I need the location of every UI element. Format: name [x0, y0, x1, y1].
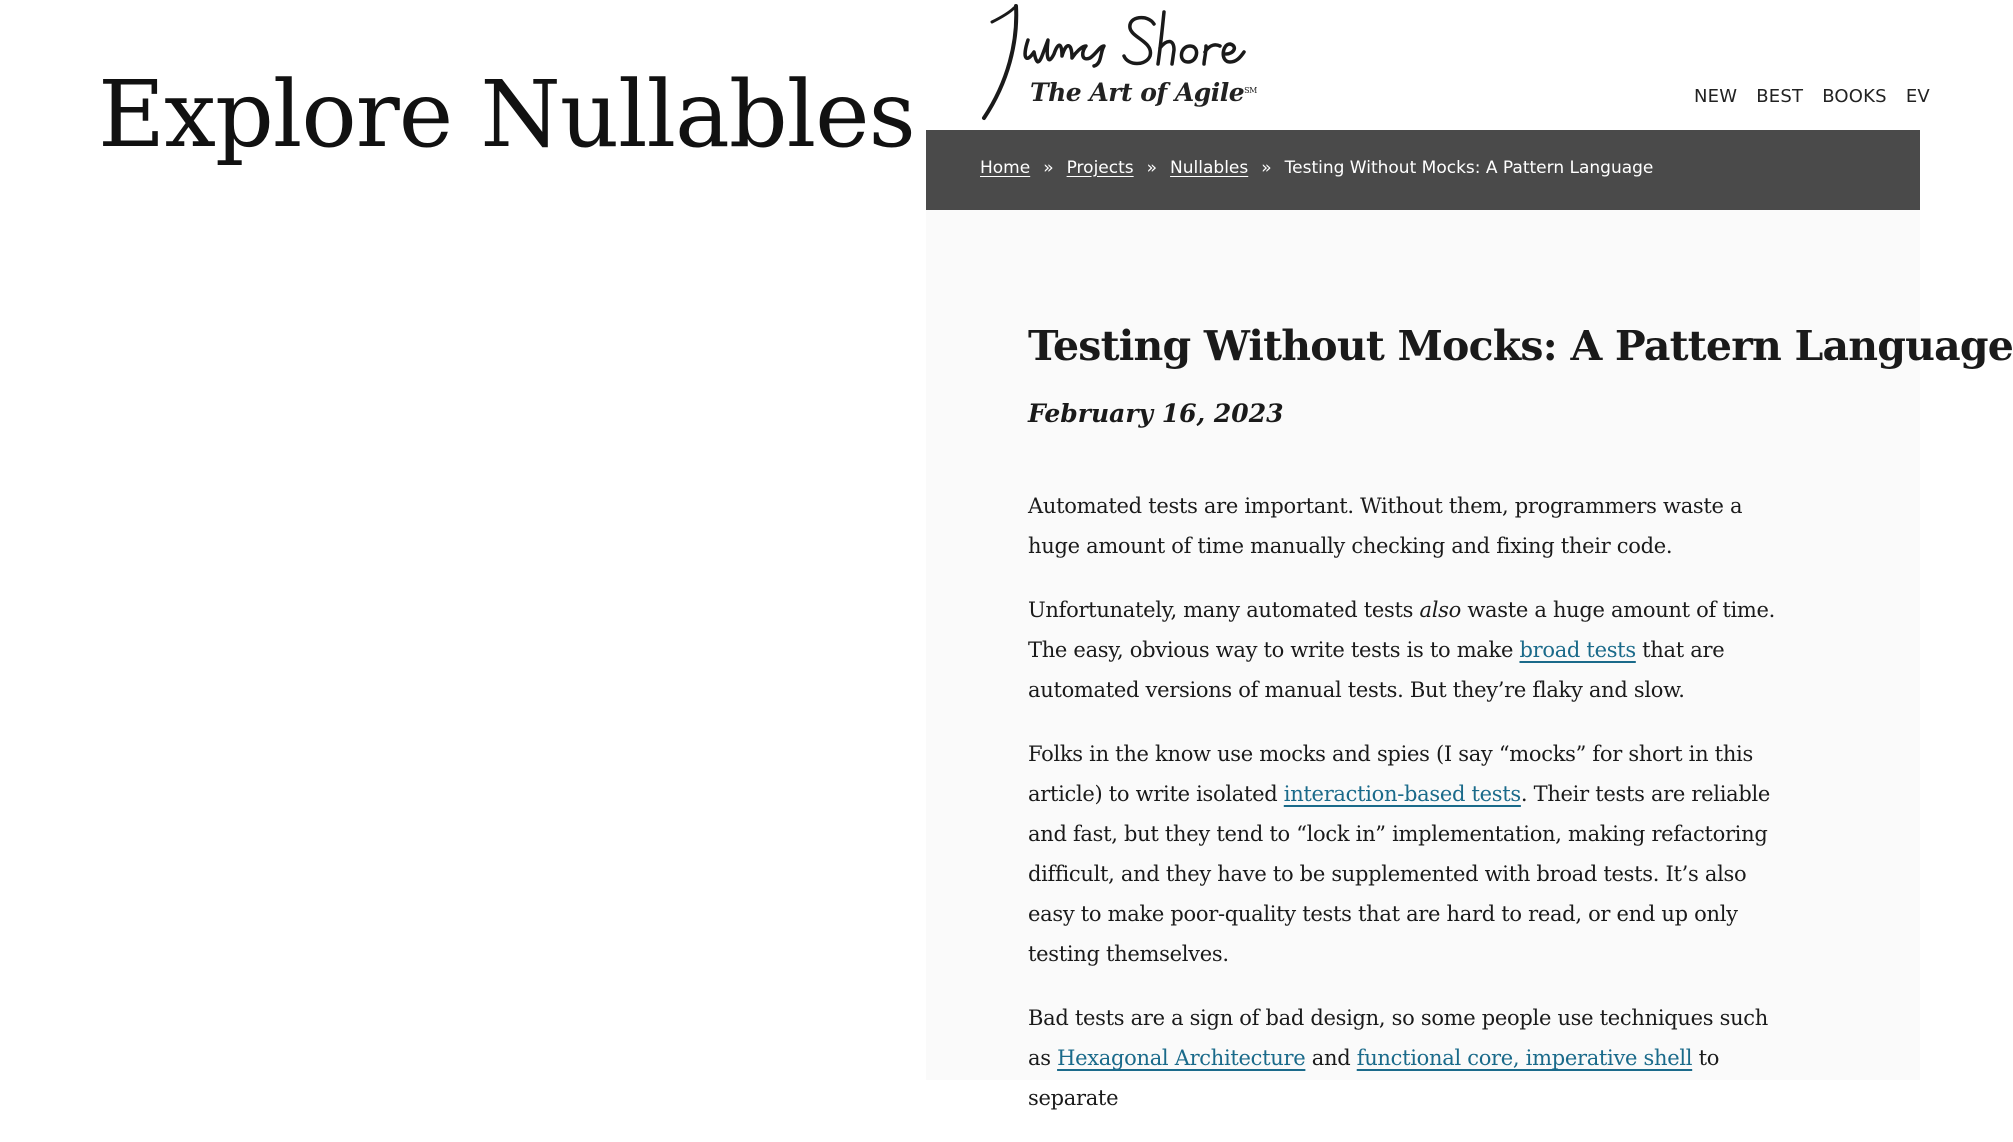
functional-core-link[interactable]: functional core, imperative shell: [1356, 1046, 1693, 1071]
nav-item-events[interactable]: EV: [1905, 86, 1930, 107]
breadcrumb: [980, 158, 1653, 178]
top-nav: [1694, 86, 1949, 107]
paragraph-text: . Their tests are reliable and fast, but they tend to “lock in” implementation, making refactoring difficult, and they have to be supplemented with broad tests. It’s also easy to make poor-quality tests that are hard to read, or end up only testing themselves.: [1028, 782, 1771, 967]
article-date: February 16, 2023: [1028, 399, 1284, 429]
article-title: Testing Without Mocks: A Pattern Language: [1028, 322, 2013, 370]
breadcrumb-projects[interactable]: Projects: [1066, 158, 1134, 178]
service-mark: SM: [1244, 86, 1257, 95]
paragraph-text: Folks in the know use mocks and spies (I say “mocks” for short in this article) to write isolated: [1028, 742, 1753, 807]
site-header: [926, 0, 1930, 130]
paragraph-text: that are automated versions of manual tests. But they’re flaky and slow.: [1028, 638, 1725, 703]
paragraph-text: waste a huge amount of time. The easy, obvious way to write tests is to make: [1028, 598, 1776, 663]
site-tagline: [1030, 78, 1257, 107]
emphasis-text: also: [1419, 598, 1461, 623]
breadcrumb-separator: »: [1146, 158, 1158, 178]
paragraph: [1028, 590, 1788, 710]
breadcrumb-separator: »: [1043, 158, 1054, 178]
breadcrumb-current: Testing Without Mocks: A Pattern Language: [1284, 158, 1654, 178]
breadcrumb-bar: [926, 130, 1920, 210]
breadcrumb-nullables[interactable]: Nullables: [1170, 158, 1249, 178]
nav-item-new[interactable]: NEW: [1694, 86, 1738, 107]
tagline-text: The Art of Agile: [1030, 78, 1245, 107]
interaction-based-tests-link[interactable]: interaction-based tests: [1283, 782, 1521, 807]
paragraph-text: and: [1305, 1046, 1357, 1071]
paragraph: Automated tests are important. Without them, programmers waste a huge amount of time manually checking and fixing their code.: [1028, 494, 1743, 559]
paragraph-text: Unfortunately, many automated tests: [1028, 598, 1420, 623]
paragraph: [1028, 998, 1788, 1118]
nav-item-books[interactable]: BOOKS: [1822, 86, 1887, 107]
paragraph-text: Bad tests are a sign of bad design, so some people use techniques such as: [1028, 1006, 1768, 1071]
paragraph: [1028, 734, 1788, 974]
nav-item-best[interactable]: BEST: [1756, 86, 1804, 107]
website-screenshot: [926, 0, 2013, 1111]
article-body: [1028, 486, 1788, 1118]
paragraph-text: to separate: [1028, 1046, 1720, 1111]
article: [1028, 322, 2013, 1142]
broad-tests-link[interactable]: broad tests: [1519, 638, 1636, 663]
site-logo[interactable]: [978, 2, 1298, 122]
breadcrumb-home[interactable]: Home: [980, 158, 1031, 178]
hexagonal-architecture-link[interactable]: Hexagonal Architecture: [1057, 1046, 1306, 1071]
breadcrumb-separator: »: [1261, 158, 1272, 178]
slide-title: Explore Nullables: [98, 61, 915, 168]
